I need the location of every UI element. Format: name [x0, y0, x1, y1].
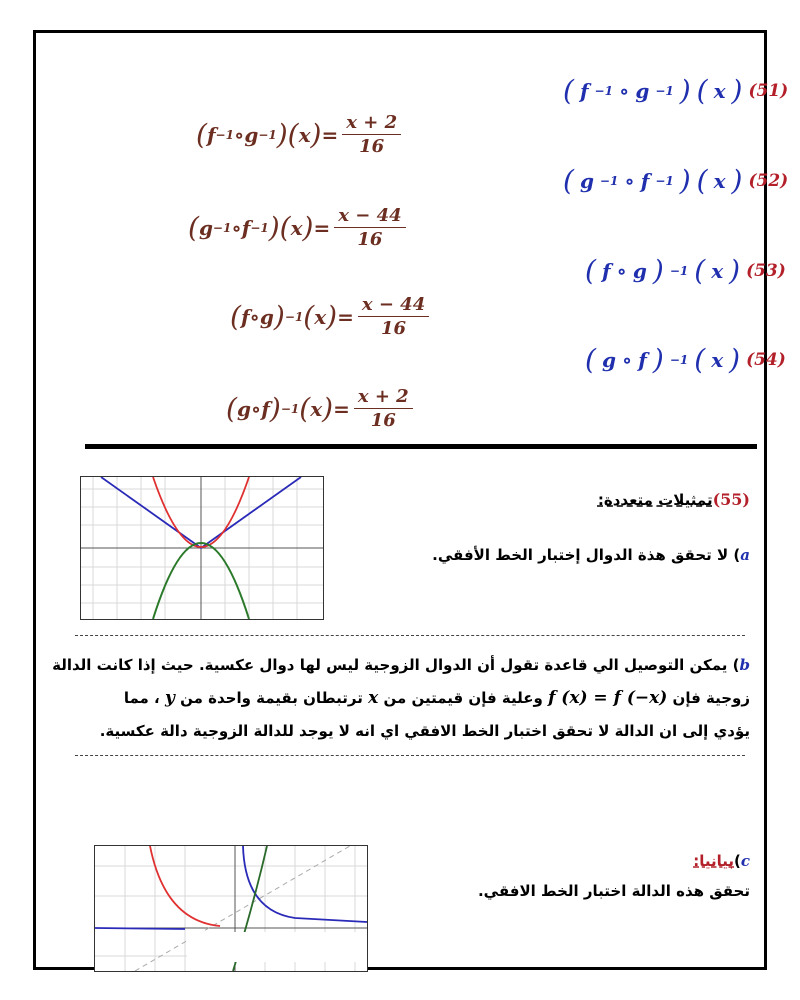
question-51: ( f −1 ∘ g −1 ) ( x ) (51) [563, 74, 789, 107]
question-53: ( f ∘ g ) −1 ( x ) (53) [585, 254, 786, 287]
section-title: تمثيلات متعددة: [597, 491, 713, 509]
question-54: ( g ∘ f ) −1 ( x ) (54) [585, 343, 786, 376]
part-c-title: c)بيانيا: [693, 852, 750, 870]
question-number: (54) [746, 349, 786, 370]
fraction-numerator: x + 2 [354, 386, 413, 409]
fraction-numerator: x + 2 [342, 112, 401, 135]
section-55-header: (55)تمثيلات متعددة: [597, 490, 750, 509]
fraction-numerator: x − 44 [334, 205, 405, 228]
question-52: ( g −1 ∘ f −1 ) ( x ) (52) [563, 164, 789, 197]
part-c-text: تحقق هذه الدالة اختبار الخط الافقي. [477, 882, 750, 900]
answer-51: ( f −1 ∘ g −1 ) ( x ) = $\frac{x + 2}{16}$ [196, 112, 401, 157]
dashed-divider [75, 635, 745, 636]
answer-52: ( g −1 ∘ f −1 ) ( x ) = $\frac{x - 44}{16}$ [188, 205, 406, 250]
answer-54: ( g ∘ f ) −1 ( x ) = $\frac{x + 2}{16}$ [226, 386, 413, 431]
question-number: (53) [746, 260, 786, 281]
graph-even-functions [80, 476, 324, 620]
fraction-denominator: 16 [381, 318, 407, 339]
fraction-denominator: 16 [359, 136, 385, 157]
section-divider [85, 444, 757, 449]
part-a: a) لا تحقق هذة الدوال إختبار الخط الأفقي. [432, 546, 750, 564]
question-number: (52) [748, 170, 789, 191]
fraction-denominator: 16 [357, 229, 383, 250]
part-b-line-1: b) يمكن التوصيل الي قاعدة تقول أن الدوال الزوجية ليس لها دوال عكسية. حيث إذا كانت الدالة [52, 656, 750, 674]
answer-53: ( f ∘ g ) −1 ( x ) = $\frac{x - 44}{16}$ [230, 294, 429, 339]
dashed-divider [75, 755, 745, 756]
graph-inverse-function [94, 845, 368, 972]
question-number: (51) [748, 80, 789, 101]
fraction-denominator: 16 [370, 410, 396, 431]
fraction-numerator: x − 44 [358, 294, 429, 317]
part-b-line-3: يؤدي إلى ان الدالة لا تحقق اختبار الخط الافقي اي انه لا يوجد للدالة الزوجية دالة عكسية. [99, 722, 750, 740]
part-b-line-2: زوجية فإن f (x) = f (−x) وعلية فإن قيمتين من x ترتبطان بقيمة واحدة من y ، مما [123, 688, 750, 708]
